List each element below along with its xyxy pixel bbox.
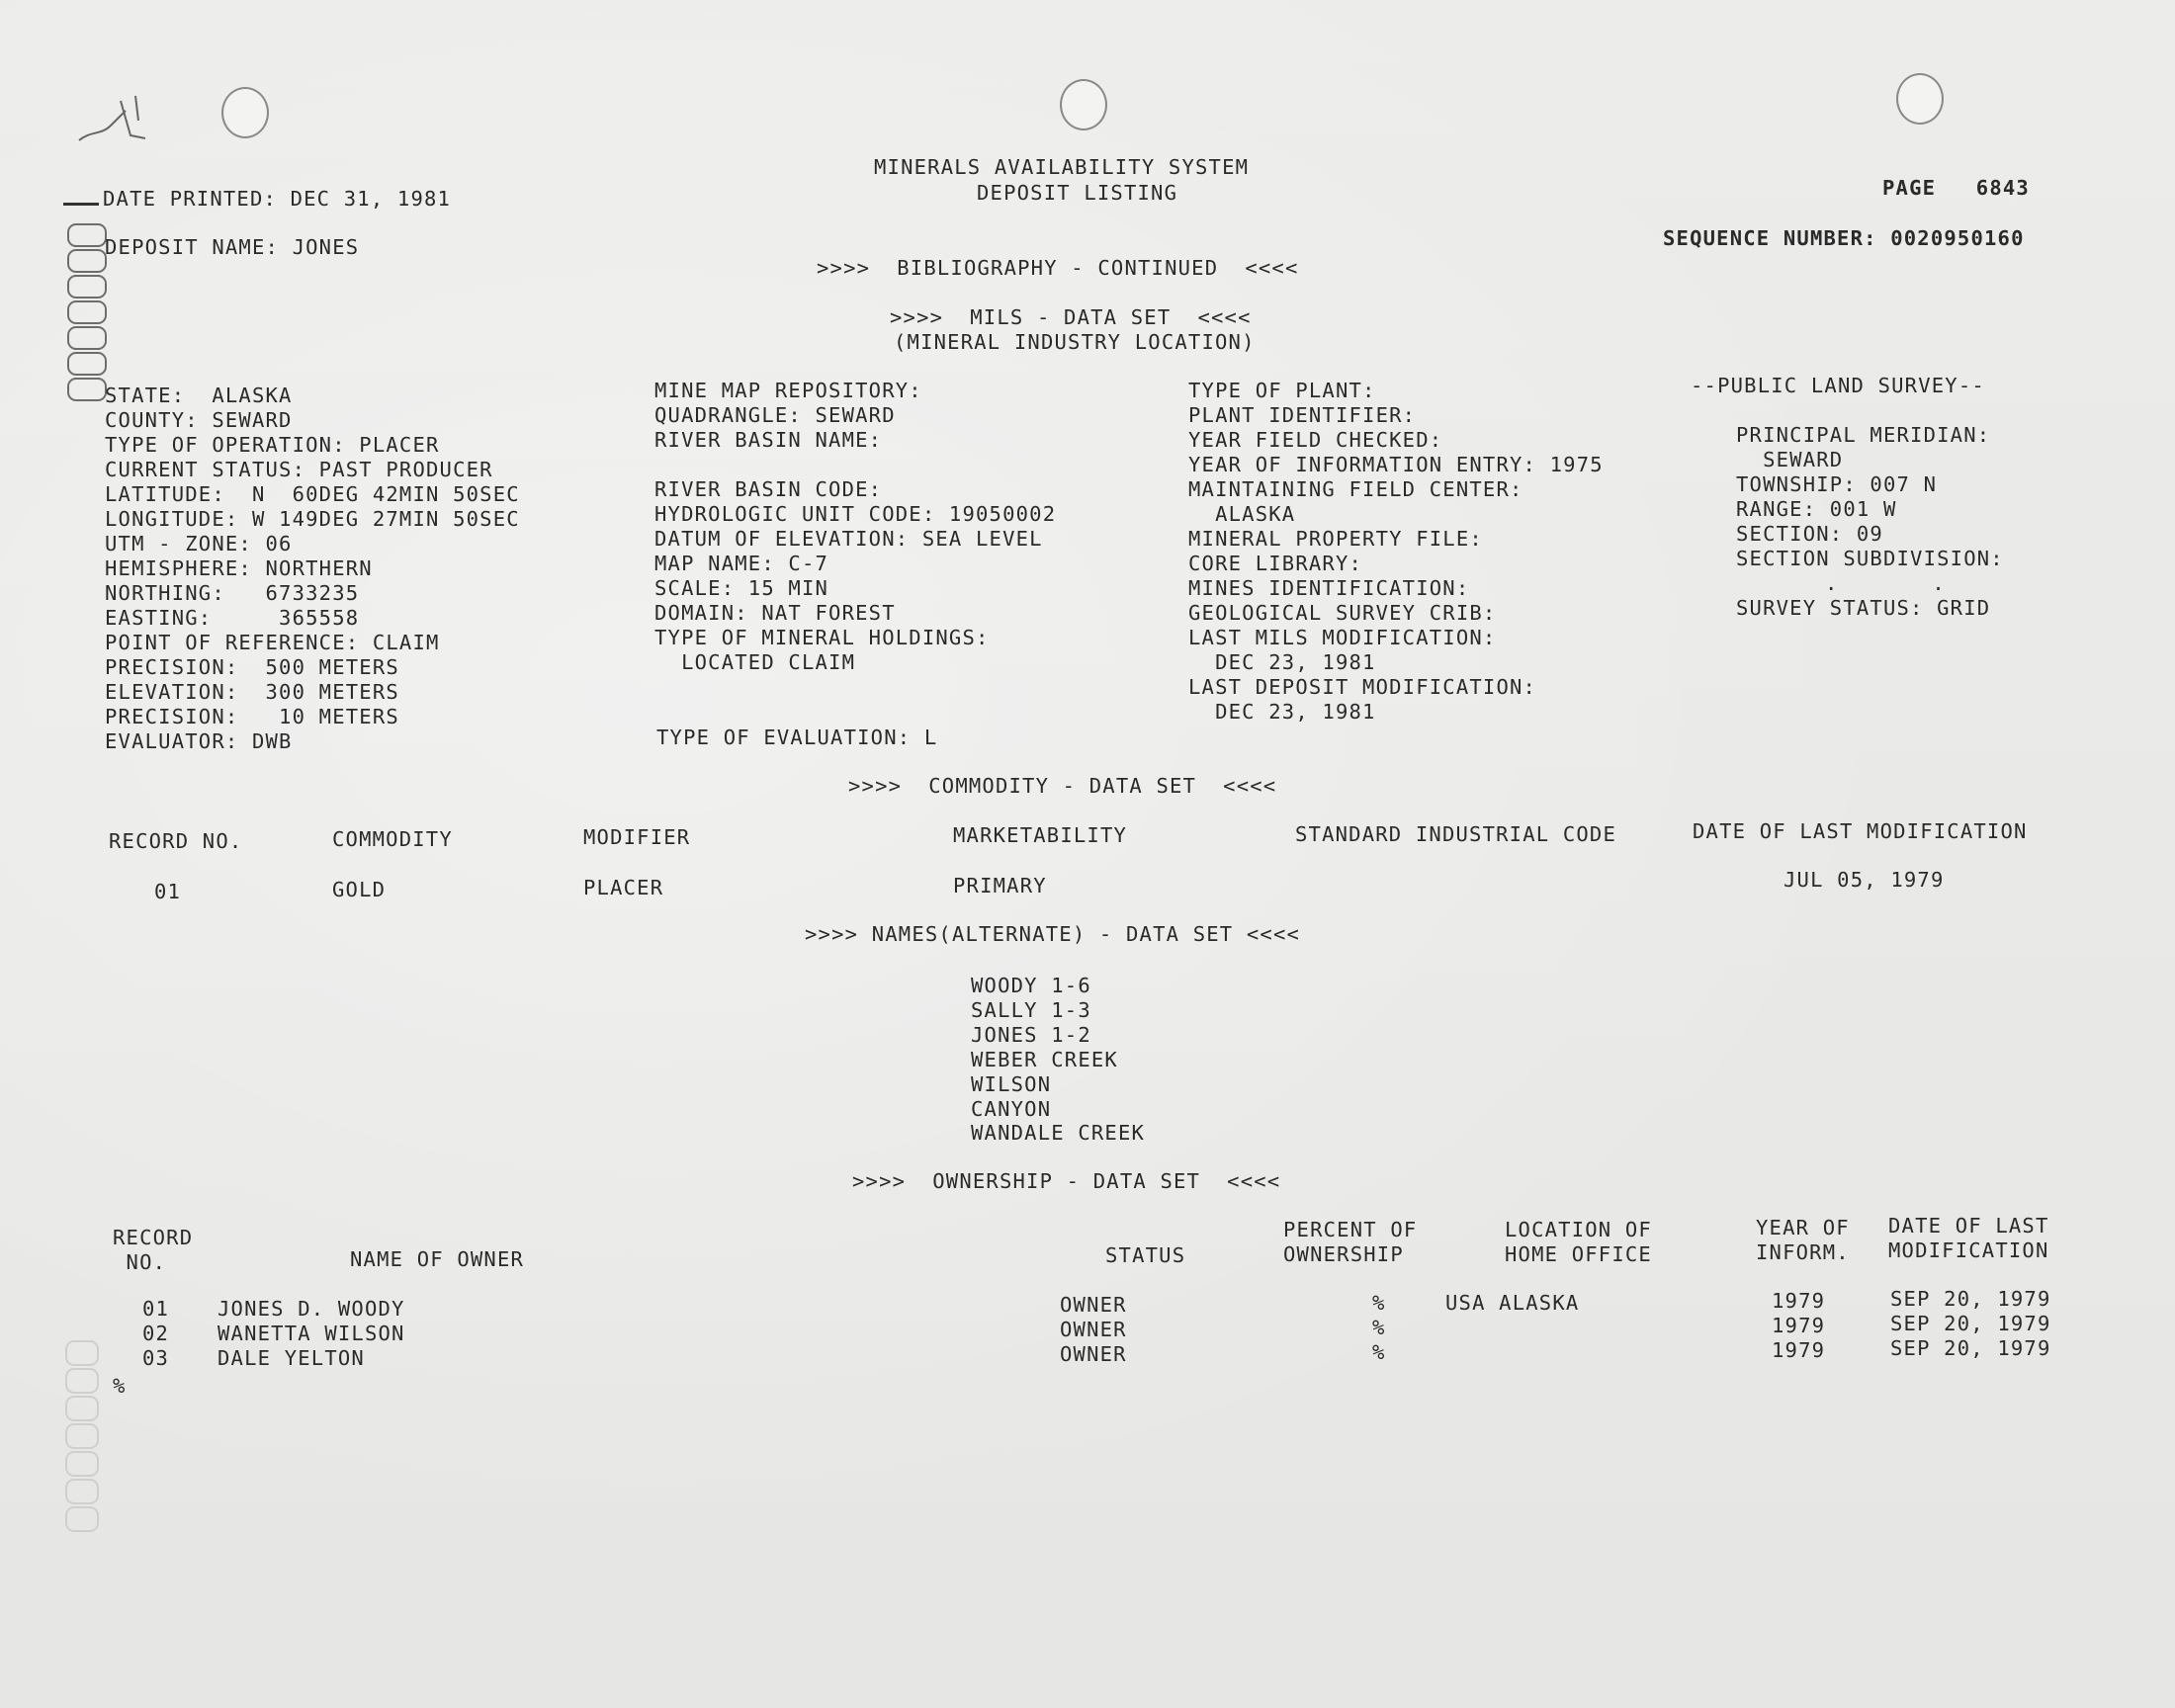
ownership-footnote: % — [113, 1374, 127, 1398]
survey-heading: --PUBLIC LAND SURVEY-- — [1691, 374, 1985, 397]
owner-year: 1979 — [1772, 1314, 1826, 1337]
field-mine-map-repository: MINE MAP REPOSITORY: — [654, 379, 922, 402]
owner-record-no: 01 — [142, 1297, 170, 1321]
owner-date: SEP 20, 1979 — [1890, 1312, 2051, 1335]
list-item: JONES 1-2 — [971, 1023, 1091, 1047]
field-point-of-reference: POINT OF REFERENCE: CLAIM — [105, 631, 440, 654]
owner-percent: % — [1372, 1340, 1386, 1364]
commodity-heading: >>>> COMMODITY - DATA SET <<<< — [848, 774, 1277, 798]
field-township: TOWNSHIP: 007 N — [1736, 472, 1938, 496]
date-printed: DATE PRINTED: DEC 31, 1981 — [103, 187, 452, 211]
field-hydrologic-unit-code: HYDROLOGIC UNIT CODE: 19050002 — [654, 502, 1057, 526]
ownership-header-name: NAME OF OWNER — [350, 1247, 525, 1271]
owner-name: JONES D. WOODY — [218, 1297, 405, 1321]
listing-title: DEPOSIT LISTING — [977, 181, 1178, 205]
names-heading: >>>> NAMES(ALTERNATE) - DATA SET <<<< — [805, 922, 1301, 946]
field-longitude: LONGITUDE: W 149DEG 27MIN 50SEC — [105, 507, 520, 531]
field-core-library: CORE LIBRARY: — [1188, 552, 1363, 575]
mils-heading: >>>> MILS - DATA SET <<<< — [890, 305, 1252, 329]
field-latitude: LATITUDE: N 60DEG 42MIN 50SEC — [105, 482, 520, 506]
field-type-of-plant: TYPE OF PLANT: — [1188, 379, 1376, 402]
list-item: SALLY 1-3 — [971, 998, 1091, 1022]
sequence-number: SEQUENCE NUMBER: 0020950160 — [1663, 226, 2025, 250]
owner-name: DALE YELTON — [218, 1346, 365, 1370]
field-principal-meridian-value: SEWARD — [1736, 448, 1844, 471]
ownership-header-percent: PERCENT OF OWNERSHIP — [1283, 1218, 1418, 1266]
field-year-field-checked: YEAR FIELD CHECKED: — [1188, 428, 1443, 452]
field-elevation: ELEVATION: 300 METERS — [105, 680, 399, 704]
tractor-feed-hole — [67, 223, 107, 247]
field-mineral-holdings-value: LOCATED CLAIM — [654, 650, 856, 674]
list-item: CANYON — [971, 1097, 1052, 1121]
binder-hole-left — [221, 87, 269, 138]
margin-dash — [63, 203, 99, 206]
field-domain: DOMAIN: NAT FOREST — [654, 601, 896, 625]
field-maintaining-field-center: MAINTAINING FIELD CENTER: — [1188, 477, 1523, 501]
field-last-deposit-modification-date: DEC 23, 1981 — [1188, 700, 1376, 724]
list-item: WILSON — [971, 1072, 1052, 1096]
field-mineral-property-file: MINERAL PROPERTY FILE: — [1188, 527, 1483, 551]
field-river-basin-code: RIVER BASIN CODE: — [654, 477, 883, 501]
tractor-feed-hole — [67, 378, 107, 401]
commodity-date: JUL 05, 1979 — [1784, 868, 1945, 892]
ownership-heading: >>>> OWNERSHIP - DATA SET <<<< — [852, 1169, 1281, 1193]
commodity-record: 01 — [154, 880, 182, 903]
field-type-of-mineral-holdings: TYPE OF MINERAL HOLDINGS: — [654, 626, 990, 649]
owner-record-no: 02 — [142, 1322, 170, 1345]
deposit-name: DEPOSIT NAME: JONES — [105, 235, 360, 259]
binder-hole-center — [1060, 79, 1107, 130]
owner-percent: % — [1372, 1291, 1386, 1315]
owner-status: OWNER — [1060, 1293, 1127, 1317]
commodity-header-marketability: MARKETABILITY — [953, 823, 1128, 847]
field-type-of-operation: TYPE OF OPERATION: PLACER — [105, 433, 440, 457]
owner-percent: % — [1372, 1316, 1386, 1339]
ownership-header-year: YEAR OF INFORM. — [1756, 1216, 1850, 1264]
commodity-modifier: PLACER — [583, 876, 664, 899]
list-item: WANDALE CREEK — [971, 1121, 1146, 1145]
tractor-feed-hole — [67, 352, 107, 376]
system-title: MINERALS AVAILABILITY SYSTEM — [874, 155, 1250, 179]
field-geological-survey-crib: GEOLOGICAL SURVEY CRIB: — [1188, 601, 1497, 625]
field-datum-of-elevation: DATUM OF ELEVATION: SEA LEVEL — [654, 527, 1043, 551]
field-county: COUNTY: SEWARD — [105, 408, 293, 432]
owner-status: OWNER — [1060, 1342, 1127, 1366]
tractor-feed-hole — [67, 326, 107, 350]
ownership-header-date: DATE OF LAST MODIFICATION — [1888, 1214, 2049, 1262]
commodity-header-modifier: MODIFIER — [583, 825, 691, 849]
field-year-of-information-entry: YEAR OF INFORMATION ENTRY: 1975 — [1188, 453, 1604, 476]
owner-date: SEP 20, 1979 — [1890, 1287, 2051, 1311]
field-mines-identification: MINES IDENTIFICATION: — [1188, 576, 1470, 600]
ownership-header-record-no: RECORD NO. — [113, 1226, 194, 1274]
tractor-feed-hole — [67, 300, 107, 324]
owner-record-no: 03 — [142, 1346, 170, 1370]
field-state: STATE: ALASKA — [105, 384, 293, 407]
commodity-header-commodity: COMMODITY — [332, 827, 453, 851]
mils-subheading: (MINERAL INDUSTRY LOCATION) — [894, 330, 1256, 354]
field-map-name: MAP NAME: C-7 — [654, 552, 829, 575]
field-type-of-evaluation: TYPE OF EVALUATION: L — [656, 726, 938, 749]
field-field-center-value: ALASKA — [1188, 502, 1296, 526]
field-hemisphere: HEMISPHERE: NORTHERN — [105, 556, 373, 580]
tractor-feed-hole — [67, 275, 107, 299]
commodity-header-record-no: RECORD NO. — [109, 829, 243, 853]
field-last-deposit-modification: LAST DEPOSIT MODIFICATION: — [1188, 675, 1537, 699]
field-evaluator: EVALUATOR: DWB — [105, 729, 293, 753]
owner-date: SEP 20, 1979 — [1890, 1336, 2051, 1360]
ownership-header-status: STATUS — [1105, 1243, 1186, 1267]
owner-name: WANETTA WILSON — [218, 1322, 405, 1345]
owner-year: 1979 — [1772, 1289, 1826, 1313]
field-precision: PRECISION: 500 METERS — [105, 655, 399, 679]
field-last-mils-modification-date: DEC 23, 1981 — [1188, 650, 1376, 674]
section-subdivision-value: . . — [1825, 571, 1946, 595]
field-principal-meridian: PRINCIPAL MERIDIAN: — [1736, 423, 1991, 447]
owner-status: OWNER — [1060, 1318, 1127, 1341]
commodity-name: GOLD — [332, 878, 387, 901]
owner-year: 1979 — [1772, 1338, 1826, 1362]
binder-hole-right — [1896, 73, 1944, 125]
page-number: PAGE 6843 — [1882, 176, 2030, 200]
field-plant-identifier: PLANT IDENTIFIER: — [1188, 403, 1417, 427]
field-easting: EASTING: 365558 — [105, 606, 360, 630]
field-elevation-precision: PRECISION: 10 METERS — [105, 705, 399, 728]
field-current-status: CURRENT STATUS: PAST PRODUCER — [105, 458, 493, 481]
field-quadrangle: QUADRANGLE: SEWARD — [654, 403, 896, 427]
handwritten-mark — [71, 81, 180, 150]
commodity-header-date: DATE OF LAST MODIFICATION — [1693, 819, 2028, 843]
owner-location: USA ALASKA — [1445, 1291, 1580, 1315]
field-survey-status: SURVEY STATUS: GRID — [1736, 596, 1991, 620]
commodity-header-sic: STANDARD INDUSTRIAL CODE — [1295, 822, 1617, 846]
field-last-mils-modification: LAST MILS MODIFICATION: — [1188, 626, 1497, 649]
field-river-basin-name: RIVER BASIN NAME: — [654, 428, 883, 452]
field-scale: SCALE: 15 MIN — [654, 576, 829, 600]
field-range: RANGE: 001 W — [1736, 497, 1897, 521]
ownership-header-location: LOCATION OF HOME OFFICE — [1505, 1218, 1652, 1266]
field-section: SECTION: 09 — [1736, 522, 1883, 546]
field-section-subdivision: SECTION SUBDIVISION: — [1736, 547, 2004, 570]
list-item: WOODY 1-6 — [971, 974, 1091, 997]
field-northing: NORTHING: 6733235 — [105, 581, 360, 605]
tractor-feed-hole — [67, 249, 107, 273]
commodity-marketability: PRIMARY — [953, 874, 1047, 897]
field-utm-zone: UTM - ZONE: 06 — [105, 532, 293, 555]
list-item: WEBER CREEK — [971, 1048, 1118, 1071]
bibliography-heading: >>>> BIBLIOGRAPHY - CONTINUED <<<< — [817, 256, 1299, 280]
